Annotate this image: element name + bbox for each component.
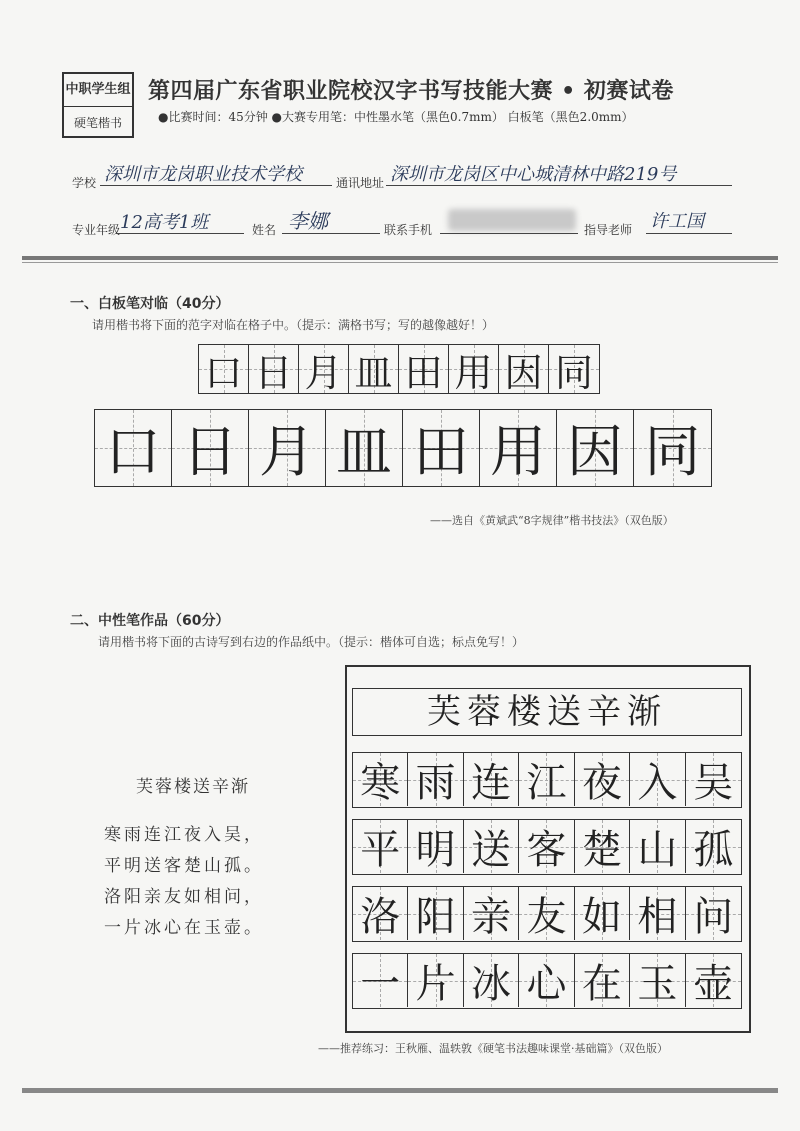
work-char-cell[interactable]: 玉: [630, 954, 685, 1007]
work-paper-row[interactable]: [352, 752, 742, 808]
section1-instruction: 请用楷书将下面的范字对临在格子中。（提示：满格书写；写的越像越好！）: [92, 318, 495, 332]
section2-instruction: 请用楷书将下面的古诗写到右边的作品纸中。（提示：楷体可自选；标点免写！）: [98, 635, 525, 649]
work-char-cell[interactable]: 在: [575, 954, 630, 1007]
model-char-cell: 因: [499, 345, 549, 393]
class-label: 专业年级: [72, 223, 121, 237]
phone-label: 联系手机: [384, 223, 433, 237]
work-char-cell[interactable]: 寒: [353, 753, 408, 806]
work-char-cell[interactable]: 平: [353, 820, 408, 873]
answer-char-cell[interactable]: 日: [172, 410, 249, 486]
poem-title: 芙蓉楼送辛渐: [136, 777, 250, 797]
answer-char-cell[interactable]: 同: [634, 410, 711, 486]
answer-char-grid[interactable]: [94, 409, 712, 487]
name-underline: [282, 233, 380, 234]
address-underline: [386, 185, 732, 186]
answer-char-cell[interactable]: 口: [95, 410, 172, 486]
badge-category-label: 硬笔楷书: [73, 116, 122, 130]
footer-divider: [22, 1088, 778, 1093]
model-char-cell: 用: [449, 345, 499, 393]
work-char-cell[interactable]: 心: [519, 954, 574, 1007]
model-char-cell: 田: [399, 345, 449, 393]
model-char-cell: 日: [249, 345, 299, 393]
work-paper-row[interactable]: [352, 886, 742, 942]
answer-char-cell[interactable]: 田: [403, 410, 480, 486]
answer-char-cell[interactable]: 用: [480, 410, 557, 486]
model-char-cell: 月: [299, 345, 349, 393]
work-char-cell[interactable]: 阳: [408, 887, 463, 940]
work-char-cell[interactable]: 连: [464, 753, 519, 806]
work-char-cell[interactable]: 如: [575, 887, 630, 940]
poem-line: 寒雨连江夜入吴，: [104, 825, 264, 845]
work-char-cell[interactable]: 一: [353, 954, 408, 1007]
teacher-label: 指导老师: [584, 223, 633, 237]
answer-char-cell[interactable]: 皿: [326, 410, 403, 486]
school-underline: [100, 185, 332, 186]
section2-title: 二、中性笔作品（60分）: [70, 613, 230, 629]
teacher-field[interactable]: 许工国: [650, 211, 704, 232]
poem-line: 一片冰心在玉壶。: [104, 918, 264, 938]
work-paper-row[interactable]: [352, 819, 742, 875]
work-char-cell[interactable]: 江: [519, 753, 574, 806]
work-char-cell[interactable]: 洛: [353, 887, 408, 940]
phone-underline: [440, 233, 578, 234]
work-paper-row[interactable]: [352, 953, 742, 1009]
phone-redacted: [448, 209, 576, 231]
group-badge: [62, 72, 134, 138]
work-char-cell[interactable]: 相: [630, 887, 685, 940]
exam-info: ●比赛时间：45分钟 ●大赛专用笔：中性墨水笔（黑色0.7mm） 白板笔（黑色2.0mm）: [158, 110, 634, 124]
class-underline: [116, 233, 244, 234]
model-char-cell: 口: [199, 345, 249, 393]
class-field[interactable]: 12高考1班: [120, 212, 209, 233]
header-divider: [22, 256, 778, 260]
answer-char-cell[interactable]: 因: [557, 410, 634, 486]
address-field[interactable]: 深圳市龙岗区中心城清林中路219号: [390, 164, 677, 185]
work-char-cell[interactable]: 孤: [686, 820, 741, 873]
work-char-cell[interactable]: 片: [408, 954, 463, 1007]
work-char-cell[interactable]: 亲: [464, 887, 519, 940]
teacher-underline: [646, 233, 732, 234]
section1-source: ——选自《黄斌武“8字规律”楷书技法》（双色版）: [430, 514, 674, 527]
model-char-cell: 同: [549, 345, 599, 393]
model-char-cell: 皿: [349, 345, 399, 393]
work-char-cell[interactable]: 夜: [575, 753, 630, 806]
work-char-cell[interactable]: 友: [519, 887, 574, 940]
section1-title: 一、白板笔对临（40分）: [70, 296, 230, 312]
poem-line: 洛阳亲友如相问，: [104, 887, 264, 907]
work-char-cell[interactable]: 雨: [408, 753, 463, 806]
work-char-cell[interactable]: 山: [630, 820, 685, 873]
school-label: 学校: [72, 176, 97, 190]
name-label: 姓名: [252, 223, 277, 237]
work-paper-title[interactable]: 芙蓉楼送辛渐: [352, 688, 742, 736]
work-char-cell[interactable]: 楚: [575, 820, 630, 873]
school-field[interactable]: 深圳市龙岗职业技术学校: [104, 164, 302, 185]
model-char-grid: [198, 344, 600, 394]
section2-recommend: ——推荐练习：王秋雁、温轶敦《硬笔书法趣味课堂·基础篇》（双色版）: [318, 1042, 668, 1055]
answer-char-cell[interactable]: 月: [249, 410, 326, 486]
work-char-cell[interactable]: 壶: [686, 954, 741, 1007]
name-field[interactable]: 李娜: [288, 209, 328, 233]
work-char-cell[interactable]: 明: [408, 820, 463, 873]
header-divider-thin: [22, 262, 778, 263]
work-char-cell[interactable]: 问: [686, 887, 741, 940]
exam-title: 第四届广东省职业院校汉字书写技能大赛 • 初赛试卷: [148, 79, 674, 104]
work-char-cell[interactable]: 入: [630, 753, 685, 806]
work-char-cell[interactable]: 送: [464, 820, 519, 873]
work-char-cell[interactable]: 客: [519, 820, 574, 873]
poem-line: 平明送客楚山孤。: [104, 856, 264, 876]
badge-group-label: 中职学生组: [64, 74, 132, 107]
address-label: 通讯地址: [336, 176, 385, 190]
work-char-cell[interactable]: 冰: [464, 954, 519, 1007]
work-char-cell[interactable]: 吴: [686, 753, 741, 806]
